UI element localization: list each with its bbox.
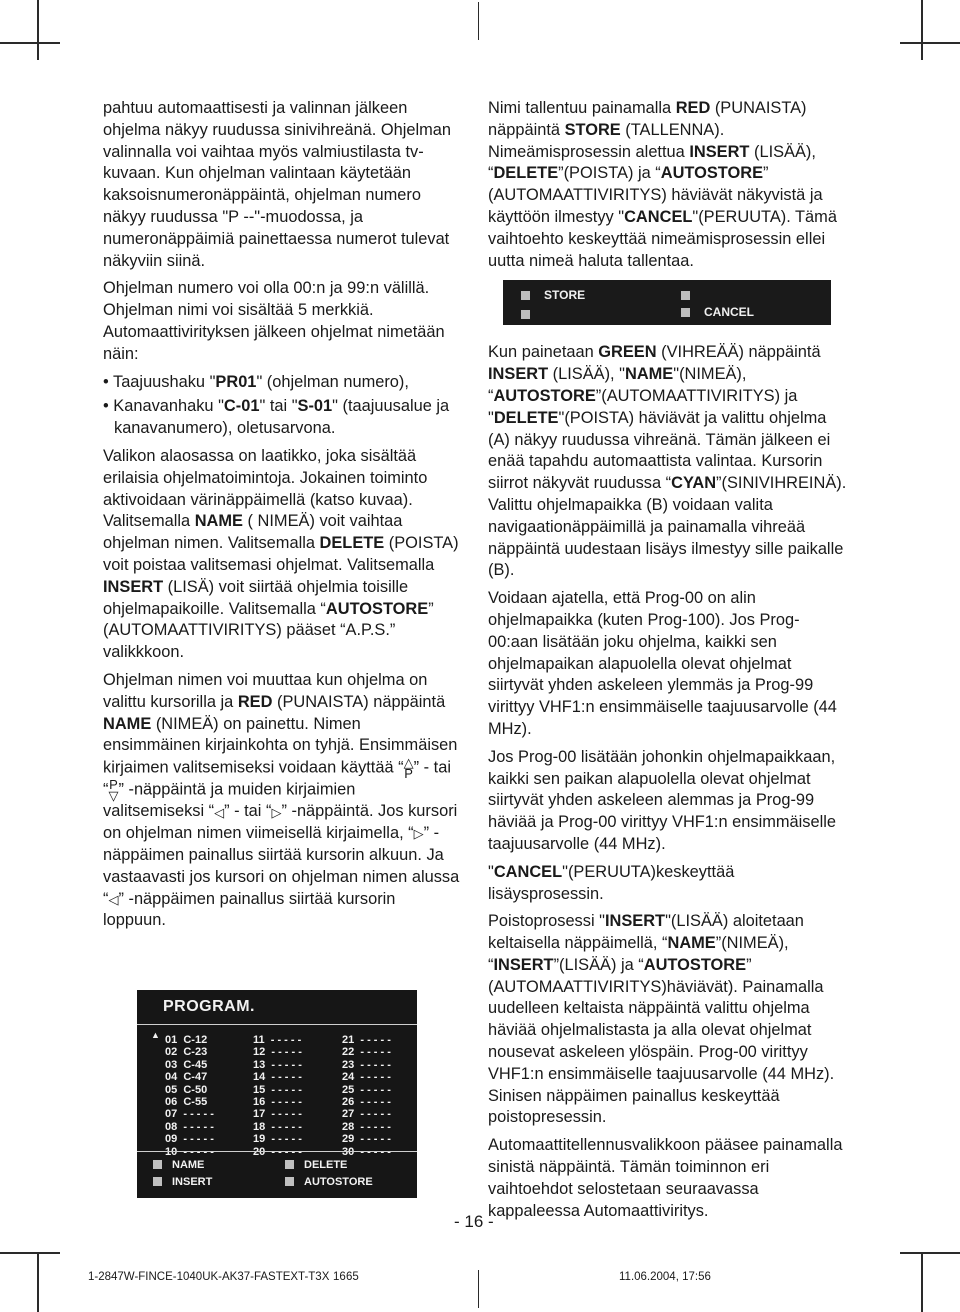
crop-mark — [921, 1252, 923, 1312]
list-item: • Kanavanhaku "C-01" tai "S-01" (taajuusalue ja kanavanumero), oletusarvona. — [103, 396, 460, 440]
paragraph: "CANCEL"(PERUUTA)keskeyttää lisäysprosessin. — [488, 862, 735, 903]
registration-mark — [478, 1270, 479, 1308]
divider — [137, 1024, 417, 1025]
paragraph: Jos Prog-00 lisätään johonkin ohjelmapaikkaan, kaikki sen paikan alapuolella olevat ohjelmat siirtyvät yhden askeleen alemmas ja Prog-99 häviää ja Prog-00 virittyy VHF1:n ensimmäiselle taajuusarvolle (44 MHz). — [488, 747, 836, 853]
green-key-icon — [153, 1177, 162, 1186]
footer-date: 11.06.2004, 17:56 — [619, 1271, 711, 1283]
yellow-key-icon — [285, 1160, 294, 1169]
program-down-key-icon: P ▽ — [108, 777, 119, 804]
program-column-1 — [165, 1034, 214, 1158]
legend-name: NAME — [153, 1159, 204, 1171]
blue-key-icon — [681, 308, 690, 317]
program-entry: 13 - - - - - — [253, 1058, 302, 1071]
crop-mark — [37, 0, 39, 60]
red-key-icon — [521, 291, 530, 300]
program-entry: 14 - - - - - — [253, 1071, 302, 1084]
cursor-arrow-icon: ▲ — [151, 1030, 160, 1040]
paragraph: Ohjelman nimen voi muuttaa kun ohjelma on valittu kursorilla ja RED (PUNAISTA) näppäintä NAME (NIMEÄ) on painettu. Nimen ensimmäinen kirjainkohta on tyhjä. Ensimmäisen kirjaimen valitsemiseksi voidaan käyttää “△ P” - tai “P ▽” -näppäintä ja muiden kirjaimien valitsemiseksi “◁” - tai “▷” -näppäintä. Jos kursori on ohjelman nimen viimeisellä kirjaimella, “▷” -näppäimen painallus siirtää kursorin alkuun. Ja vastaavasti jos kursori on ohjelman nimen alussa “◁” -näppäimen painallus siirtää kursorin loppuun. — [103, 670, 460, 930]
store-cancel-bar — [503, 280, 831, 325]
paragraph: Ohjelman numero voi olla 00:n ja 99:n välillä. — [103, 279, 430, 298]
bullet-list — [103, 372, 460, 440]
legend-insert: INSERT — [153, 1176, 212, 1188]
program-entry: 30 - - - - - — [342, 1145, 391, 1158]
left-arrow-key-icon: ◁ — [214, 804, 225, 820]
program-entry: 17 - - - - - — [253, 1108, 302, 1121]
crop-mark — [900, 1252, 960, 1254]
yellow-key-icon — [681, 291, 690, 300]
paragraph: Poistoprosessi "INSERT"(LISÄÄ) aloitetaan keltaisella näppäimellä, “NAME”(NIMEÄ), “INSERT”(LISÄÄ) ja “AUTOSTORE” (AUTOMAATTIVIRITYS)häviävät). Painamalla uudelleen keltaista näppäintä valittu ohjelma häviää ohjelmalistasta ja alla olevat ohjelmat nousevat askeleen ylöspäin. Prog-00 virittyy VHF1:n ensimmäiselle taajuusarvolle (44 MHz). Sinisen näppäimen painallus keskeyttää poistopresessin. — [488, 912, 835, 1127]
left-arrow-key-icon: ◁ — [108, 891, 119, 907]
paragraph: Voidaan ajatella, että Prog-00 on alin ohjelmapaikka (kuten Prog-100). Jos Prog-00:aan lisätään joku ohjelma, kaikki sen ohjelmapaikan alapuolella olevat ohjelmat siirtyvät yhden askeleen ylemmäs ja Prog-99 virittyy VHF1:n ensimmäiselle taajuusarvolle (44 MHz). — [488, 589, 837, 738]
program-entry: 27 - - - - - — [342, 1108, 391, 1121]
program-column-2 — [253, 1034, 302, 1158]
program-entry: 29 - - - - - — [342, 1133, 391, 1146]
left-column — [103, 98, 460, 938]
program-entry: 28 - - - - - — [342, 1120, 391, 1133]
legend-autostore: AUTOSTORE — [285, 1176, 373, 1188]
crop-mark — [0, 42, 60, 44]
menu-title: PROGRAM. — [163, 998, 255, 1015]
key-marker — [521, 307, 544, 321]
paragraph: Kun painetaan GREEN (VIHREÄÄ) näppäintä INSERT (LISÄÄ), "NAME"(NIMEÄ), “AUTOSTORE”(AUTOMAATTIVIRITYS) ja "DELETE"(POISTA) häviävät ja valittu ohjelma (A) näkyy ruudussa vihreänä. Tämän jälkeen ei enää tapahdu automaattista valintaa. Kursorin siirrot näkyvät ruudussa “CYAN”(SINIVIHREINÄ). Valittu ohjelmapaikka (B) voidaan valita navigaationäppäimillä ja painamalla vihreää näppäintä uudestaan lisäys ilmestyy sille paikalle (B). — [488, 343, 847, 580]
right-arrow-key-icon: ▷ — [413, 826, 424, 842]
crop-mark — [0, 1252, 60, 1254]
page-number: - 16 - — [454, 1212, 494, 1231]
program-entry: 23 - - - - - — [342, 1058, 391, 1071]
program-entry: 19 - - - - - — [253, 1133, 302, 1146]
program-entry: 25 - - - - - — [342, 1083, 391, 1096]
program-entry: 16 - - - - - — [253, 1096, 302, 1109]
right-column — [488, 98, 848, 1228]
program-entry: 24 - - - - - — [342, 1071, 391, 1084]
program-entry: 02 C-23 — [165, 1046, 208, 1059]
program-entry: 11 - - - - - — [253, 1034, 302, 1046]
footer-sheet: 65 — [346, 1271, 359, 1283]
program-entry: 08 - - - - - — [165, 1120, 214, 1133]
program-entry: 18 - - - - - — [253, 1120, 302, 1133]
program-entry: 05 C-50 — [165, 1083, 208, 1096]
program-entry: 06 C-55 — [165, 1096, 208, 1109]
blue-key-icon — [285, 1177, 294, 1186]
paragraph: Automaattitellennusvalikkoon pääsee painamalla sinistä näppäintä. Tämän toiminnon eri vaihtoehdot selostetaan seuraavassa kappaleessa Automaattiviritys. — [488, 1136, 843, 1220]
right-arrow-key-icon: ▷ — [271, 804, 282, 820]
paragraph: Valikon alaosassa on laatikko, joka sisältää erilaisia ohjelmatoimintoja. Jokainen toiminto aktivoidaan värinäppäimellä (katso kuvaa). Valitsemalla NAME ( NIMEÄ) voit vaihtaa ohjelman nimen. Valitsemalla DELETE (POISTA) voit poistaa valitsemasi ohjelmat. Valitsemalla INSERT (LISÄ) voit siirtää ohjelmia toisille ohjelmapaikoille. Valitsemalla “AUTOSTORE” (AUTOMAATTIVIRITYS) pääset “A.P.S.” valikkkoon. — [103, 446, 459, 662]
key-marker — [681, 288, 704, 302]
paragraph: Ohjelman nimi voi sisältää 5 merkkiä. Automaattivirityksen jälkeen ohjelmat nimetään näin: — [103, 301, 445, 363]
footer-page: 16 — [333, 1271, 346, 1283]
program-entry: 09 - - - - - — [165, 1133, 214, 1146]
paragraph: pahtuu automaattisesti ja valinnan jälkeen ohjelma näkyy ruudussa sinivihreänä. Ohjelman valinnalla voi vaihtaa myös valmiustilasta tv-kuvaan. Kun ohjelman valintaan käytetään kaksoisnumeronäppäintä, ohjelman numero näkyy ruudussa "P --"-muodossa, ja numeronäppäimiä painettaessa numerot tulevat näkyviin siinä. — [103, 99, 452, 270]
legend-store: STORE — [521, 288, 585, 302]
legend-cancel: CANCEL — [681, 305, 754, 319]
program-entry: 07 - - - - - — [165, 1108, 214, 1121]
legend-delete: DELETE — [285, 1159, 347, 1171]
function-legend — [137, 1151, 417, 1198]
registration-mark — [478, 2, 479, 40]
footer-filename: 1-2847W-FINCE-1040UK-AK37-FASTEXT-T3X — [88, 1271, 330, 1283]
program-entry: 20 - - - - - — [253, 1145, 302, 1158]
program-column-3 — [342, 1034, 391, 1158]
program-entry: 12 - - - - - — [253, 1046, 302, 1059]
program-entry: 03 C-45 — [165, 1058, 208, 1071]
program-entry: 15 - - - - - — [253, 1083, 302, 1096]
crop-mark — [921, 0, 923, 60]
program-entry: 01 C-12 — [165, 1034, 208, 1046]
program-entry: 04 C-47 — [165, 1071, 208, 1084]
list-item: • Taajuushaku "PR01" (ohjelman numero), — [103, 372, 460, 394]
red-key-icon — [153, 1160, 162, 1169]
program-entry: 10 - - - - - — [165, 1145, 214, 1158]
crop-mark — [37, 1252, 39, 1312]
green-key-icon — [521, 310, 530, 319]
program-entry: 21 - - - - - — [342, 1034, 391, 1046]
program-entry: 26 - - - - - — [342, 1096, 391, 1109]
program-entry: 22 - - - - - — [342, 1046, 391, 1059]
program-up-key-icon: △ P — [403, 755, 414, 782]
program-menu-screenshot — [137, 990, 417, 1198]
paragraph: Nimi tallentuu painamalla RED (PUNAISTA) näppäintä STORE (TALLENNA). Nimeämisprosessin alettua INSERT (LISÄÄ), “DELETE”(POISTA) ja “AUTOSTORE” (AUTOMAATTIVIRITYS) häviävät näkyvistä ja käyttöön ilmestyy "CANCEL"(PERUUTA). Tämä vaihtoehto keskeyttää nimeämisprosessin ellei uutta nimeä haluta tallentaa. — [488, 99, 837, 270]
crop-mark — [900, 42, 960, 44]
